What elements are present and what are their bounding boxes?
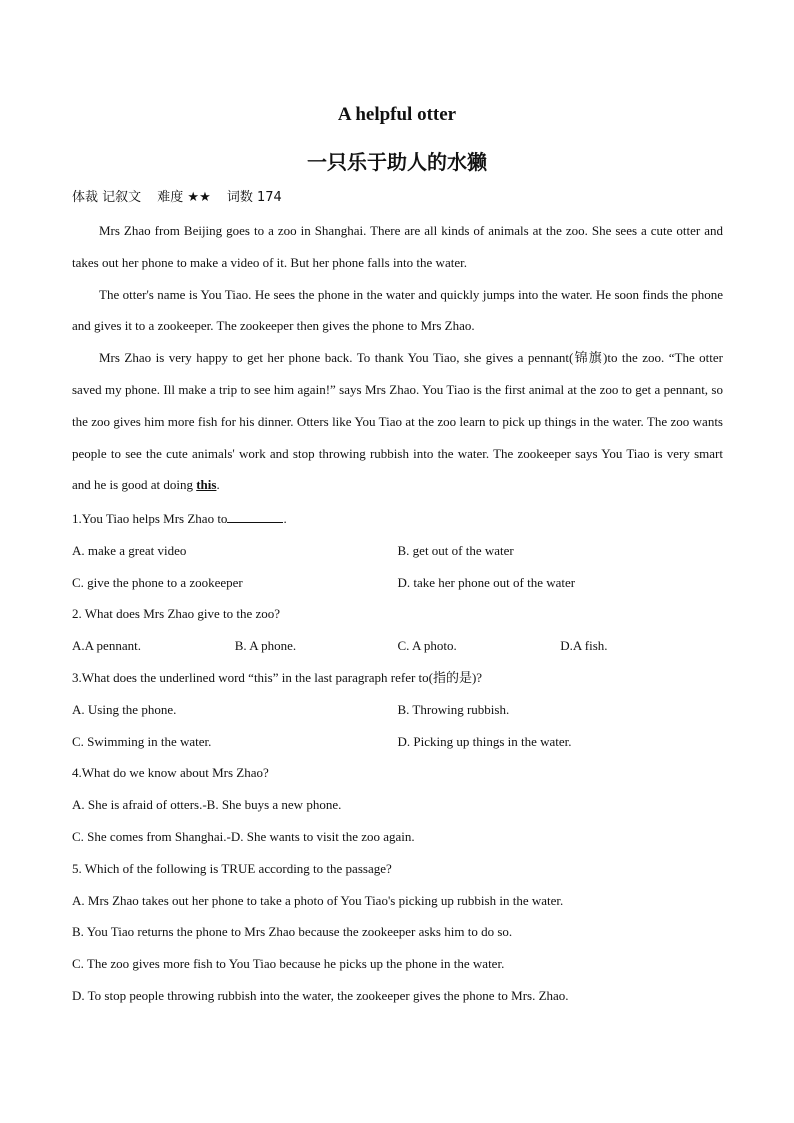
q5-option-b: B. You Tiao returns the phone to Mrs Zhao because the zookeeper asks him to do so. [72,924,513,940]
question-2-options [72,630,723,662]
passage-meta [72,186,294,205]
question-1-options-row-2 [72,567,723,599]
question-1-stem: 1.You Tiao helps Mrs Zhao to . [72,503,723,535]
question-2-stem: 2. What does Mrs Zhao give to the zoo? [72,606,281,622]
paragraph-1: Mrs Zhao from Beijing goes to a zoo in Shanghai. There are all kinds of animals at the zoo. She sees a cute otter and takes out her phone to make a video of it. But her phone falls into the water. [72,223,723,270]
paragraph-3-text: Mrs Zhao is very happy to get her phone back. To thank You Tiao, she gives a pennant(锦旗)to the zoo. “The otter saved my phone. Ill make a trip to see him again!” says Mrs Zhao. You Tiao is the first animal at the zoo to get a pennant, so the zoo gives him more fish for his dinner. Otters like You Tiao at the zoo learn to pick up things in the water. The zoo wants people to see the cute animals' work and stop throwing rubbish into the water. The zookeeper says You Tiao is very smart and he is good at doing [72,350,723,493]
q2-option-a: A.A pennant. [72,638,141,654]
question-list [72,503,723,1012]
q3-option-c: C. Swimming in the water. [72,733,212,749]
difficulty-label: 难度 ★★ [157,190,211,205]
paragraph-2: The otter's name is You Tiao. He sees the phone in the water and quickly jumps into the water. He soon finds the phone and gives it to a zookeeper. The zookeeper then gives the phone to Mrs Zhao. [72,286,723,334]
answer-blank [227,508,283,523]
q2-option-b: B. A phone. [234,638,297,654]
question-1-options-row-1 [72,535,723,567]
underlined-word-this: this [196,477,217,493]
question-4-stem: 4.What do we know about Mrs Zhao? [72,765,269,781]
q1-option-d: D. take her phone out of the water [397,574,576,590]
q5-option-d: D. To stop people throwing rubbish into the water, the zookeeper gives the phone to Mrs. Zhao. [72,987,569,1003]
word-count-label: 词数 174 [226,190,282,205]
q1-option-c: C. give the phone to a zookeeper [72,574,243,590]
question-5-stem: 5. Which of the following is TRUE according to the passage? [72,860,392,876]
q4-options-line-1: A. She is afraid of otters.-B. She buys a new phone. [72,797,342,813]
q1-option-b: B. get out of the water [397,542,514,558]
q3-option-d: D. Picking up things in the water. [397,733,572,749]
q3-option-b: B. Throwing rubbish. [397,701,510,717]
title-chinese: 一只乐于助人的水獭 [307,150,487,174]
q5-option-a: A. Mrs Zhao takes out her phone to take a photo of You Tiao's picking up rubbish in the water. [72,892,564,908]
question-3-options-row-2 [72,726,723,758]
q2-option-c: C. A photo. [397,638,457,654]
q4-options-line-2: C. She comes from Shanghai.-D. She wants to visit the zoo again. [72,828,415,844]
paragraph-3 [72,342,723,501]
genre-label: 体裁 记叙文 [72,190,142,205]
q3-option-a: A. Using the phone. [72,701,177,717]
paragraph-3-end: . [216,477,220,493]
q1-option-a: A. make a great video [72,542,187,558]
q2-option-d: D.A fish. [560,638,608,654]
q5-option-c: C. The zoo gives more fish to You Tiao because he picks up the phone in the water. [72,956,505,972]
question-3-options-row-1 [72,694,723,726]
title-english: A helpful otter [337,104,457,125]
reading-passage [72,215,723,501]
question-3-stem: 3.What does the underlined word “this” in the last paragraph refer to(指的是)? [72,669,483,685]
